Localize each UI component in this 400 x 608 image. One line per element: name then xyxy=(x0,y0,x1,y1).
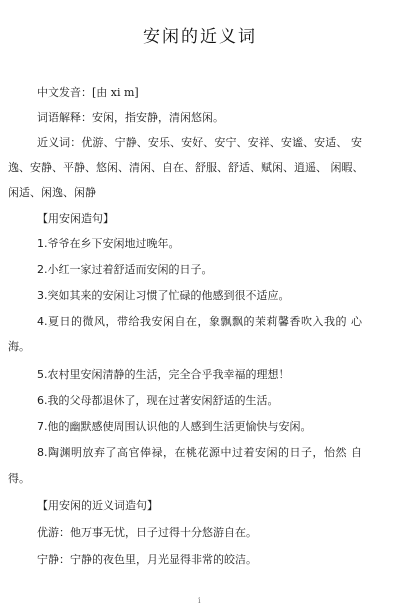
sentence-text: .突如其来的安闲让习惯了忙碌的他感到很不适应。 xyxy=(44,289,290,302)
example-sentence xyxy=(37,261,213,277)
sentence-continuation: 得。 xyxy=(8,472,30,485)
page-title: 安闲的近义词 xyxy=(143,27,257,47)
sentence-number: 5 xyxy=(37,368,44,381)
sentence-text: .我的父母都退休了，现在过著安闲舒适的生活。 xyxy=(44,394,279,407)
sentence-number: 7 xyxy=(37,420,44,433)
sentence-number: 2 xyxy=(37,263,44,276)
definition-line: 词语解释：安闲，指安静，清闲悠闲。 xyxy=(37,111,224,124)
sentence-text: .小红一家过着舒适而安闲的日子。 xyxy=(44,263,213,276)
example-sentence xyxy=(37,444,362,460)
sentence-text: .他的幽默感使周围认识他的人感到生活更愉快与安闲。 xyxy=(44,420,312,433)
sentence-text: .爷爷在乡下安闲地过晚年。 xyxy=(44,237,180,250)
page-footer-mark: i xyxy=(198,596,201,605)
example-sentence xyxy=(37,313,362,329)
synonyms-line: 逸、安静、平静、悠闲、清闲、自在、舒服、舒适、赋闲、逍遥、 闲暇、 xyxy=(8,161,364,174)
example-sentence xyxy=(37,366,290,382)
pinyin-line: 中文发音：[由 xi m] xyxy=(37,86,139,99)
sentence-number: 8 xyxy=(37,446,44,459)
example-sentence xyxy=(37,418,312,434)
sentence-text: .陶渊明放弃了高官俸禄，在桃花源中过着安闲的日子，怡然 自 xyxy=(44,446,362,459)
example-sentence xyxy=(37,392,279,408)
example-sentence xyxy=(37,235,180,251)
sentence-text: .农村里安闲清静的生活，完全合乎我幸福的理想！ xyxy=(44,368,290,381)
sentence-number: 4 xyxy=(37,315,44,328)
example-sentence xyxy=(37,287,290,303)
sentence-number: 1 xyxy=(37,237,44,250)
synonyms-line: 近义词：优游、宁静、安乐、安好、安宁、安祥、安谧、安适、 安 xyxy=(37,136,362,149)
synonym-sentence: 宁静：宁静的夜色里，月光显得非常的皎洁。 xyxy=(37,553,257,566)
synonyms-line: 闲适、闲逸、闲静 xyxy=(8,186,96,199)
sentence-text: .夏日的微风，带给我安闲自在，象飘飘的茉莉馨香吹入我的 心 xyxy=(44,315,362,328)
sentence-number: 6 xyxy=(37,394,44,407)
section-heading: 【用安闲造句】 xyxy=(37,212,114,225)
section-heading: 【用安闲的近义词造句】 xyxy=(37,499,158,512)
sentence-number: 3 xyxy=(37,289,44,302)
sentence-continuation: 海。 xyxy=(8,340,30,353)
synonym-sentence: 优游：他万事无忧，日子过得十分悠游自在。 xyxy=(37,526,257,539)
